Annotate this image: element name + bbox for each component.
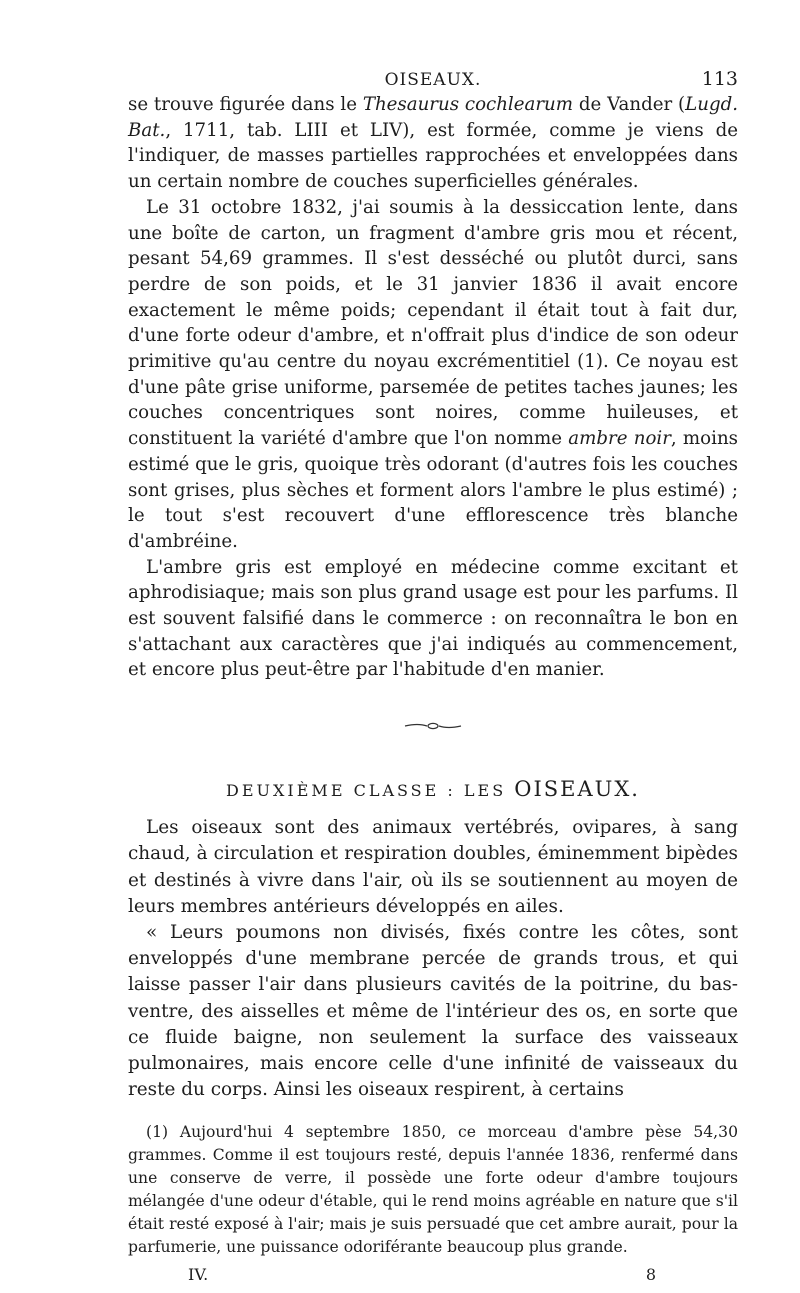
heading-small-caps: DEUXIÈME CLASSE : LES: [226, 781, 515, 801]
paragraph: [128, 195, 738, 555]
italic-title: Thesaurus cochlearum: [362, 94, 574, 115]
paragraph: L'ambre gris est employé en médecine comme excitant et aphrodisiaque; mais son plus grand usage est pour les parfums. Il est souvent falsifié dans le commerce : on reconnaîtra le bon en s'attachant aux caractères que j'ai indiqués au commencement, et encore plus peut-être par l'habitude d'en manier.: [128, 556, 738, 681]
italic-reference: Lugd. Bat.: [128, 94, 739, 141]
paragraph: Les oiseaux sont des animaux vertébrés, ovipares, à sang chaud, à circulation et respiration doubles, éminemment bipèdes et destinés à vivre dans l'air, où ils se soutiennent au moyen de leurs membres antérieurs développés en ailes.: [128, 817, 738, 917]
page-number: 113: [701, 68, 738, 90]
text-run: de Vander (: [573, 94, 686, 115]
text-run: se trouve figurée dans le: [128, 94, 363, 115]
heading-large: OISEAUX.: [514, 777, 640, 802]
volume-mark: IV.: [188, 1265, 209, 1285]
page-footer: [128, 1261, 738, 1289]
section-heading: [128, 769, 738, 815]
section-birds: [128, 815, 738, 1103]
running-head: [128, 62, 738, 92]
text-run: , moins estimé que le gris, quoique très odorant (d'autres fois les couches sont grises, plus sèches et forment alors l'ambre le plus estimé) ; le tout s'est recouvert d'une efflorescence très blanche d'ambréine.: [128, 428, 738, 552]
italic-term: ambre noir: [568, 428, 671, 450]
signature-mark: 8: [645, 1265, 656, 1285]
book-page: [128, 62, 738, 1289]
paragraph: « Leurs poumons non divisés, fixés contre les côtes, sont enveloppés d'une membrane percée de grands trous, et qui laisse passer l'air dans plusieurs cavités de la poitrine, du bas-ventre, des aisselles et même de l'intérieur des os, en sorte que ce fluide baigne, non seulement la surface des vaisseaux pulmonaires, mais encore celle d'une infinité de vaisseaux du reste du corps. Ainsi les oiseaux respirent, à certains: [128, 921, 738, 1101]
text-run: , 1711, tab. LIII et LIV), est formée, comme je viens de l'indiquer, de masses partielles rapprochées et enveloppées dans un certain nombre de couches superficielles générales.: [128, 119, 738, 193]
footnote-block: [128, 1121, 738, 1259]
running-title: OISEAUX.: [384, 70, 482, 90]
ornament-icon: [403, 721, 463, 731]
paragraph: [128, 92, 738, 195]
text-run: Le 31 octobre 1832, j'ai soumis à la dessiccation lente, dans une boîte de carton, un fragment d'ambre gris mou et récent, pesant 54,69 grammes. Il s'est desséché ou plutôt durci, sans perdre de son poids, et le 31 janvier 1836 il avait encore exactement le même poids; cependant il était tout à fait dur, d'une forte odeur d'ambre, et n'offrait plus d'indice de son odeur primitive qu'au centre du noyau excrémentitiel (1). Ce noyau est d'une pâte grise uniforme, parsemée de petites taches jaunes; les couches concentriques sont noires, comme huileuses, et constituent la variété d'ambre que l'on nomme: [128, 196, 738, 450]
footnote: (1) Aujourd'hui 4 septembre 1850, ce morceau d'ambre pèse 54,30 grammes. Comme il est toujours resté, depuis l'année 1836, renfermé dans une conserve de verre, il possède une forte odeur d'ambre toujours mélangée d'une odeur d'étable, qui le rend moins agréable en nature que s'il était resté exposé à l'air; mais je suis persuadé que cet ambre aurait, pour la parfumerie, une puissance odoriférante beaucoup plus grande.: [128, 1123, 738, 1257]
ornament-divider: [128, 683, 738, 769]
section-ambergris: [128, 92, 738, 683]
